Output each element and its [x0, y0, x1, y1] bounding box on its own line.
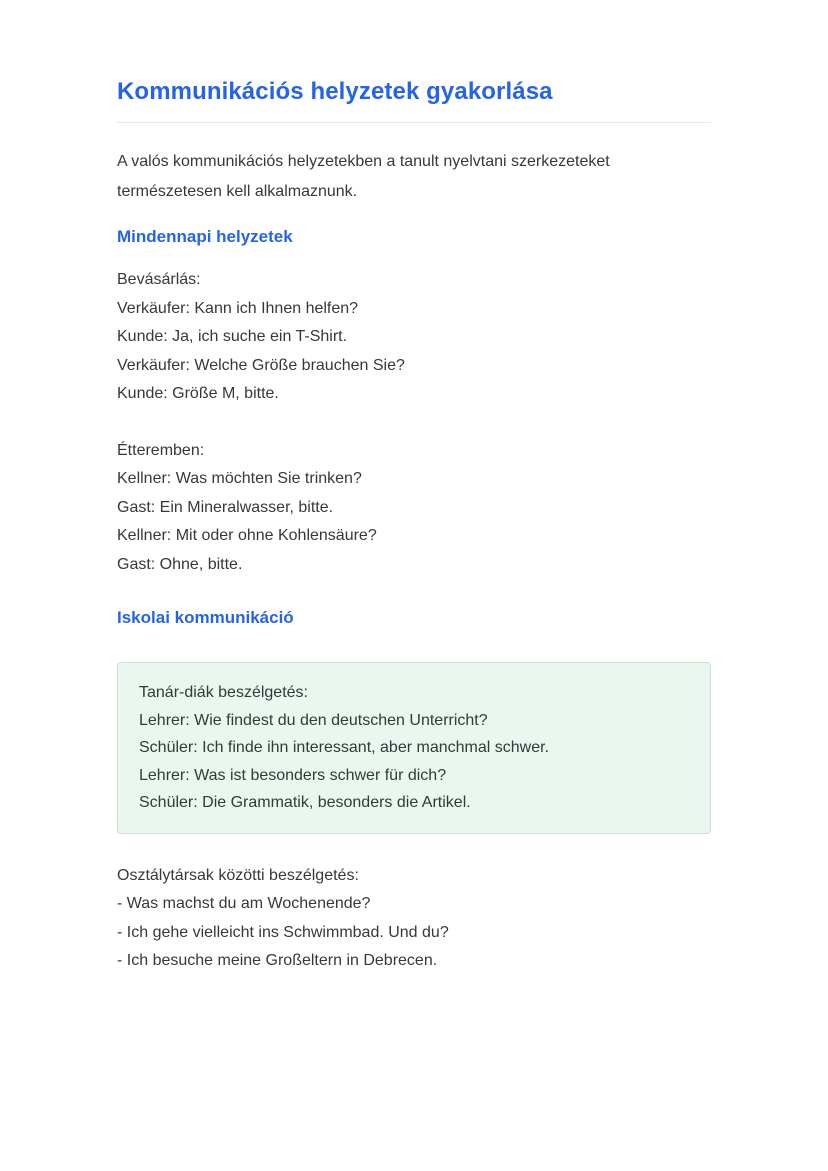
dialog-line: Bevásárlás:	[117, 271, 201, 288]
dialog-line: Lehrer: Wie findest du den deutschen Unterricht?	[139, 711, 488, 729]
dialog-line: Verkäufer: Welche Größe brauchen Sie?	[117, 356, 405, 374]
dialog-line: Schüler: Ich finde ihn interessant, aber manchmal schwer.	[139, 739, 549, 756]
intro-paragraph: A valós kommunikációs helyzetekben a tanult nyelvtani szerkezeteket természetesen kell alkalmaznunk.	[117, 153, 610, 200]
teacher-student-callout-box	[117, 662, 711, 834]
section-heading-everyday-situations: Mindennapi helyzetek	[117, 227, 293, 246]
dialog-line: Kellner: Mit oder ohne Kohlensäure?	[117, 527, 377, 544]
dialog-line: Kunde: Ja, ich suche ein T-Shirt.	[117, 328, 348, 345]
dialog-line: Gast: Ohne, bitte.	[117, 555, 243, 573]
dialog-line: - Ich besuche meine Großeltern in Debrecen.	[117, 952, 438, 969]
dialog-line: Lehrer: Was ist besonders schwer für dich?	[139, 766, 447, 784]
page-title: Kommunikációs helyzetek gyakorlása	[117, 78, 553, 105]
dialog-block-shopping	[117, 266, 711, 409]
dialog-line: Verkäufer: Kann ich Ihnen helfen?	[117, 299, 359, 317]
dialog-line: Tanár-diák beszélgetés:	[139, 684, 308, 701]
dialog-line: - Ich gehe vielleicht ins Schwimmbad. Und du?	[117, 923, 449, 941]
section-heading-school-communication: Iskolai kommunikáció	[117, 608, 294, 627]
dialog-block-restaurant	[117, 437, 711, 580]
dialog-block-classmates	[117, 862, 711, 976]
dialog-line: Osztálytársak közötti beszélgetés:	[117, 866, 359, 884]
dialog-line: Gast: Ein Mineralwasser, bitte.	[117, 498, 334, 516]
document-page	[117, 0, 711, 976]
dialog-line: Schüler: Die Grammatik, besonders die Artikel.	[139, 794, 471, 811]
title-divider	[117, 122, 711, 123]
dialog-line: Kunde: Größe M, bitte.	[117, 385, 279, 402]
dialog-line: Étteremben:	[117, 441, 205, 459]
dialog-line: - Was machst du am Wochenende?	[117, 895, 371, 912]
dialog-line: Kellner: Was möchten Sie trinken?	[117, 470, 362, 487]
